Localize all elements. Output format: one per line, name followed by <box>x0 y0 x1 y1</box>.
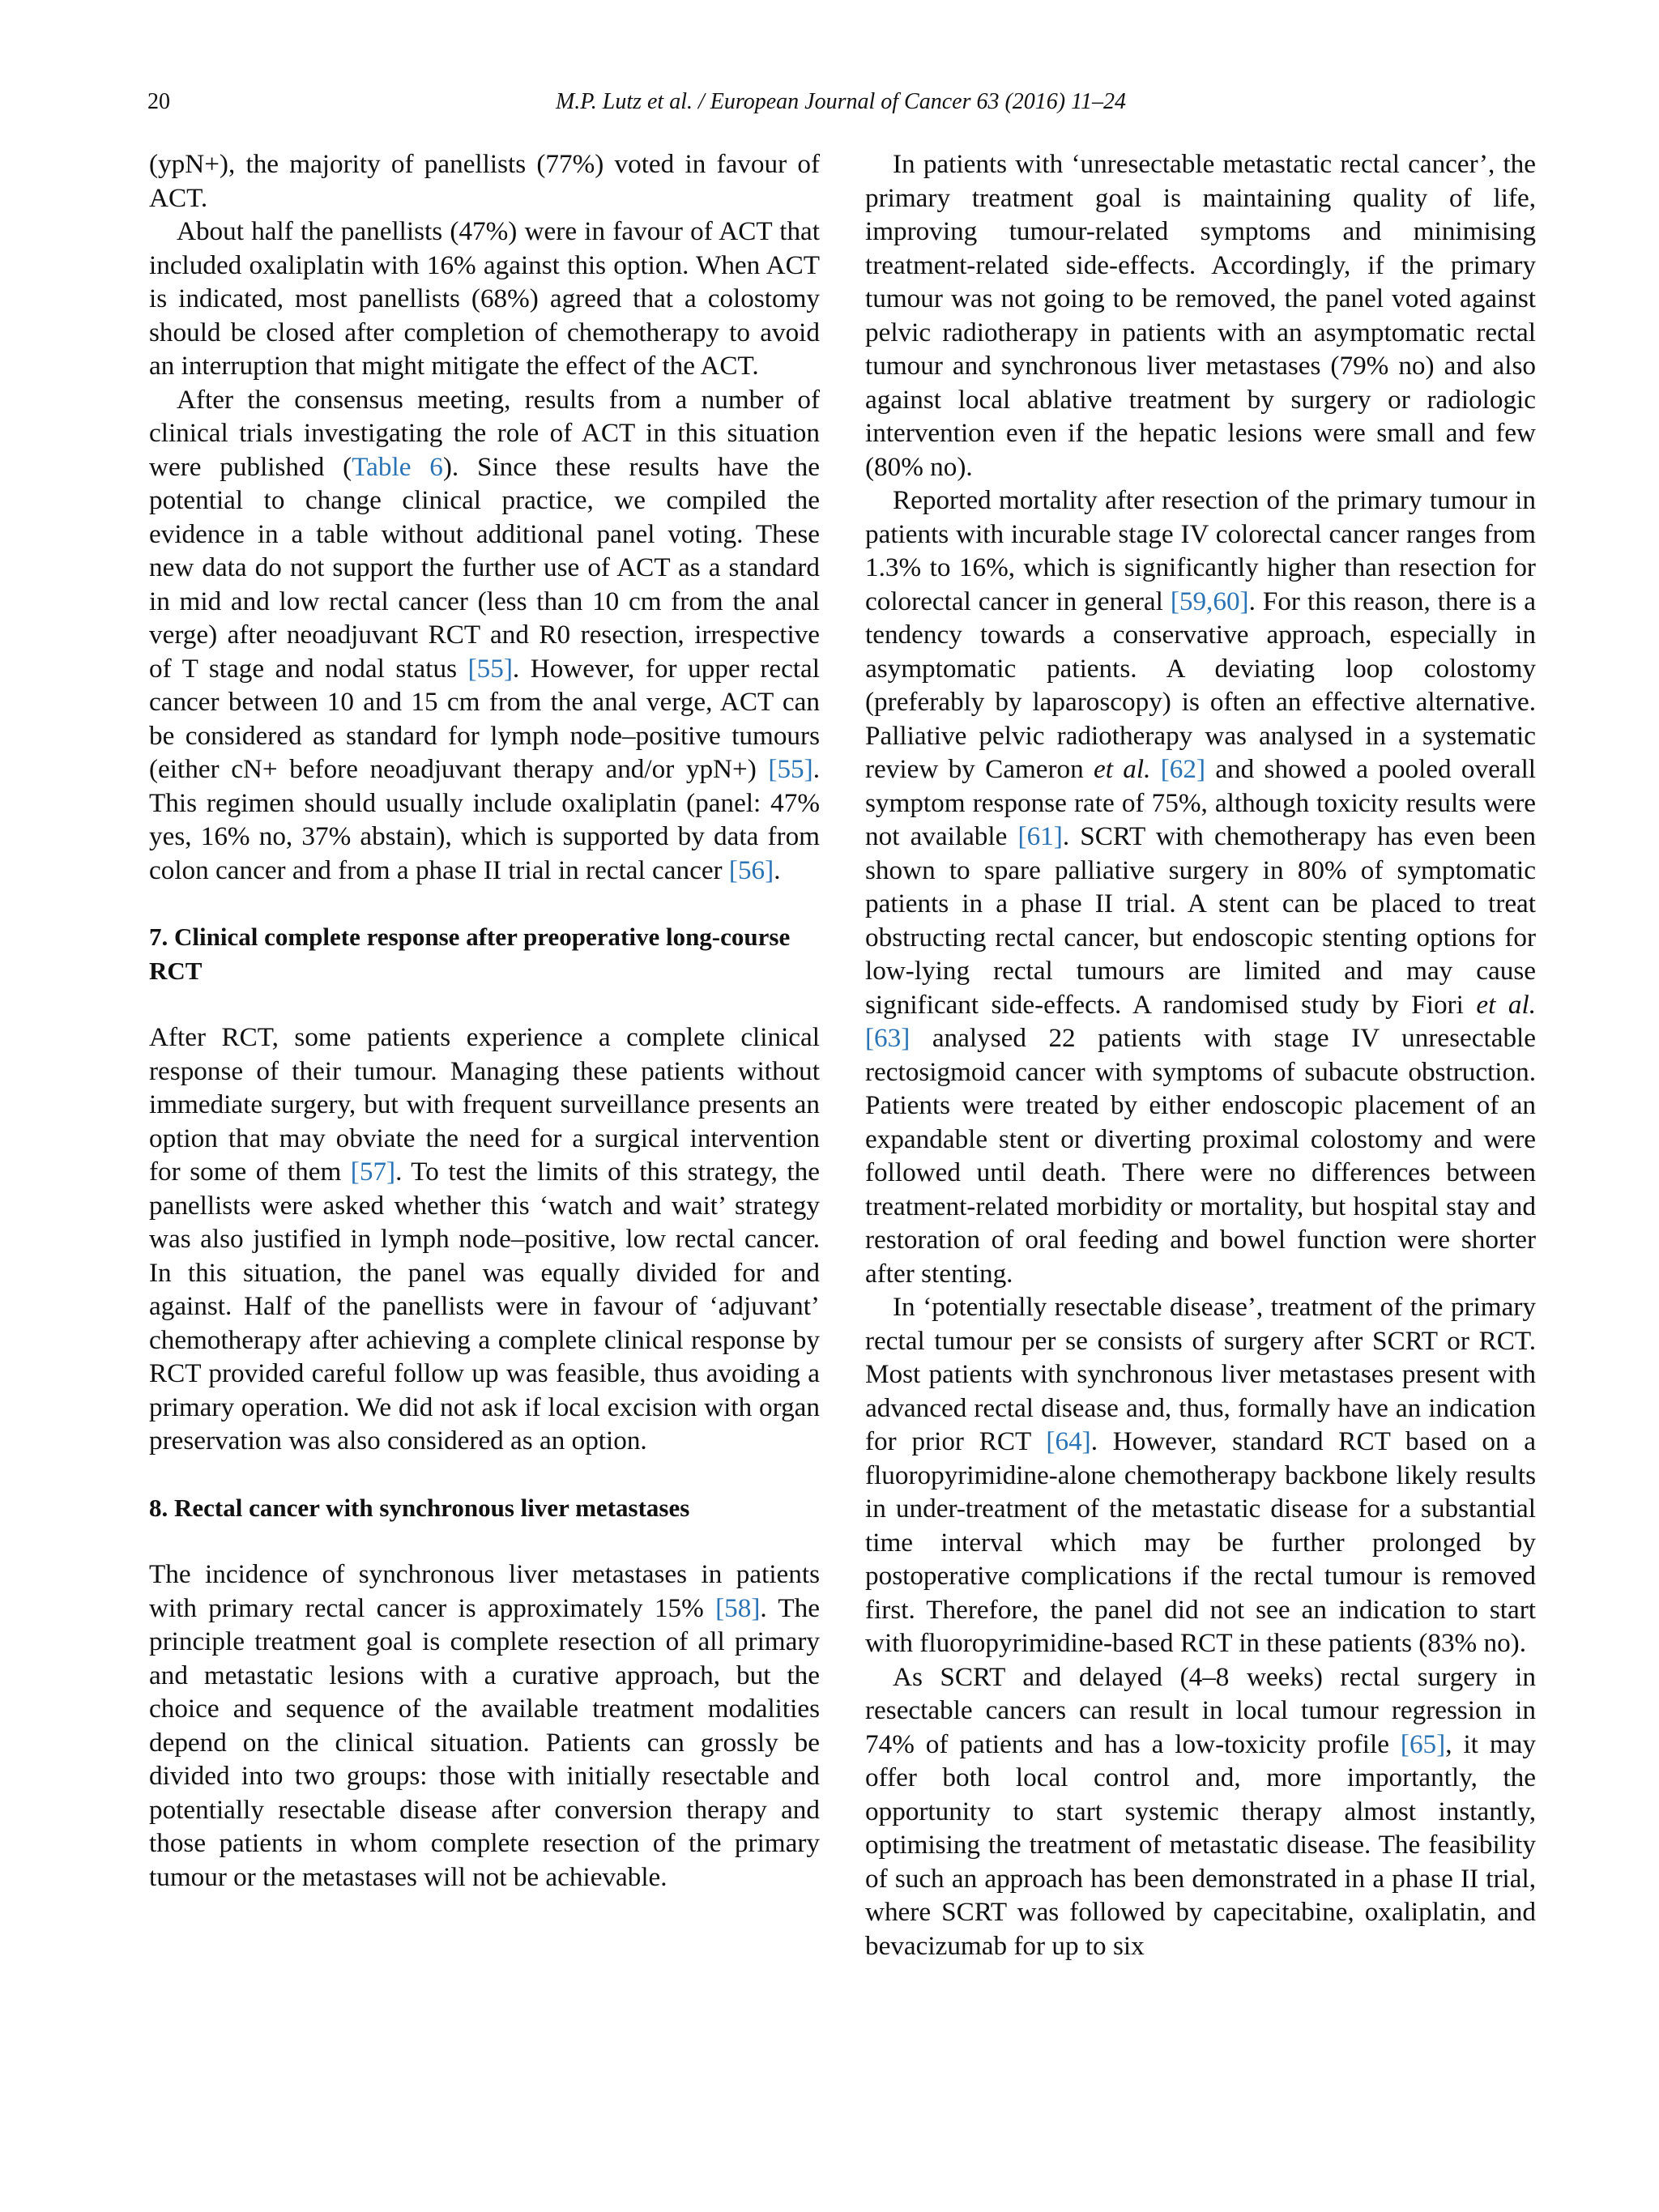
running-title: M.P. Lutz et al. / European Journal of Cancer 63 (2016) 11‒24 <box>555 89 1127 114</box>
paragraph: As SCRT and delayed (4–8 weeks) rectal surgery in resectable cancers can result in local tumour regression in 74% of patients and has a low-toxicity profile [65], it may offer both local control and, more importantly, the opportunity to start systemic therapy almost instantly, optimising the treatment of metastatic disease. The feasibility of such an approach has been demonstrated in a phase II trial, where SCRT was followed by capecitabine, oxaliplatin, and bevacizumab for up to six <box>865 1661 1536 1961</box>
citation-link[interactable]: [58] <box>715 1592 761 1623</box>
page-header <box>147 89 1534 121</box>
paragraph: After RCT, some patients experience a complete clinical response of their tumour. Managing these patients without immediate surgery, but with frequent surveillance presents an option that may obviate the need for a surgical intervention for some of them [57]. To test the limits of this strategy, the panellists were asked whether this ‘watch and wait’ strategy was also justified in lymph node–positive, low rectal cancer. In this situation, the panel was equally divided for and against. Half of the panellists were in favour of ‘adjuvant’ chemotherapy after achieving a complete clinical response by RCT provided careful follow up was feasible, thus avoiding a primary operation. We did not ask if local excision with organ preservation was also considered as an option. <box>149 1022 820 1455</box>
right-column <box>865 147 1536 1963</box>
section-heading: 8. Rectal cancer with synchronous liver metastases <box>149 1493 690 1522</box>
citation-link[interactable]: [65] <box>1400 1728 1446 1759</box>
paragraph: Reported mortality after resection of the primary tumour in patients with incurable stage IV colorectal cancer ranges from 1.3% to 16%, which is significantly higher than resection for colorectal cancer in general [59,60]. For this reason, there is a tendency towards a conservative approach, especially in asymptomatic patients. A deviating loop colostomy (preferably by laparoscopy) is often an effective alternative. Palliative pelvic radiotherapy was analysed in a systematic review by Cameron et al. [62] and showed a pooled overall symptom response rate of 75%, although toxicity results were not available [61]. SCRT with chemotherapy has even been shown to spare palliative surgery in 80% of symptomatic patients in a phase II trial. A stent can be placed to treat obstructing rectal cancer, but endoscopic stenting options for low-lying rectal tumours are limited and may cause significant side-effects. A randomised study by Fiori et al. [63] analysed 22 patients with stage IV unresectable rectosigmoid cancer with symptoms of subacute obstruction. Patients were treated by either endoscopic placement of an expandable stent or diverting proximal colostomy and were followed until death. There were no differences between treatment-related morbidity or mortality, but hospital stay and restoration of oral feeding and bowel function were shorter after stenting. <box>865 485 1537 1289</box>
paragraph: (ypN+), the majority of panellists (77%) voted in favour of ACT. <box>149 149 820 213</box>
paragraph: About half the panellists (47%) were in favour of ACT that included oxaliplatin with 16% against this option. When ACT is indicated, most panellists (68%) agreed that a colostomy should be closed after completion of chemotherapy to avoid an interruption that might mitigate the effect of the ACT. <box>149 216 820 381</box>
citation-link[interactable]: [55] <box>467 653 513 684</box>
citation-link[interactable]: [55] <box>768 754 813 784</box>
citation-link[interactable]: [61] <box>1017 821 1063 851</box>
paragraph: In patients with ‘unresectable metastatic rectal cancer’, the primary treatment goal is maintaining quality of life, improving tumour-related symptoms and minimising treatment-related side-effects. Accordingly, if the primary tumour was not going to be removed, the panel voted against pelvic radiotherapy in patients with an asymptomatic rectal tumour and synchronous liver metastases (79% no) and also against local ablative treatment by surgery or radiologic intervention even if the hepatic lesions were small and few (80% no). <box>865 149 1536 482</box>
left-column <box>149 147 820 1894</box>
citation-link[interactable]: [56] <box>728 855 774 885</box>
section-heading: 7. Clinical complete response after preoperative long-course RCT <box>149 923 791 985</box>
paragraph: In ‘potentially resectable disease’, treatment of the primary rectal tumour per se consists of surgery after SCRT or RCT. Most patients with synchronous liver metastases present with advanced rectal disease and, thus, formally have an indication for prior RCT [64]. However, standard RCT based on a fluoropyrimidine-alone chemotherapy backbone likely results in under-treatment of the metastatic disease for a substantial time interval which may be further prolonged by postoperative complications if the rectal tumour is removed first. Therefore, the panel did not see an indication to start with fluoropyrimidine-based RCT in these patients (83% no). <box>865 1292 1536 1658</box>
citation-link[interactable]: [64] <box>1046 1426 1091 1456</box>
paragraph: After the consensus meeting, results from a number of clinical trials investigating the role of ACT in this situation were published (Table 6). Since these results have the potential to change clinical practice, we compiled the evidence in a table without additional panel voting. These new data do not support the further use of ACT as a standard in mid and low rectal cancer (less than 10 cm from the anal verge) after neoadjuvant RCT and R0 resection, irrespective of T stage and nodal status [55]. However, for upper rectal cancer between 10 and 15 cm from the anal verge, ACT can be considered as standard for lymph node–positive tumours (either cN+ before neoadjuvant therapy and/or ypN+) [55]. This regimen should usually include oxaliplatin (panel: 47% yes, 16% no, 37% abstain), which is supported by data from colon cancer and from a phase II trial in rectal cancer [56]. <box>149 384 820 885</box>
citation-link[interactable]: [57] <box>350 1157 396 1187</box>
paragraph: The incidence of synchronous liver metastases in patients with primary rectal cancer is approximately 15% [58]. The principle treatment goal is complete resection of all primary and metastatic lesions with a curative approach, but the choice and sequence of the available treatment modalities depend on the clinical situation. Patients can grossly be divided into two groups: those with initially resectable and potentially resectable disease after conversion therapy and those patients in whom complete resection of the primary tumour or the metastases will not be achievable. <box>149 1559 821 1892</box>
citation-link[interactable]: [59,60] <box>1170 586 1249 616</box>
page-number: 20 <box>147 89 170 114</box>
citation-link[interactable]: [62] <box>1160 754 1206 784</box>
table-reference-link[interactable]: Table 6 <box>352 451 443 482</box>
citation-link[interactable]: [63] <box>865 1023 911 1053</box>
